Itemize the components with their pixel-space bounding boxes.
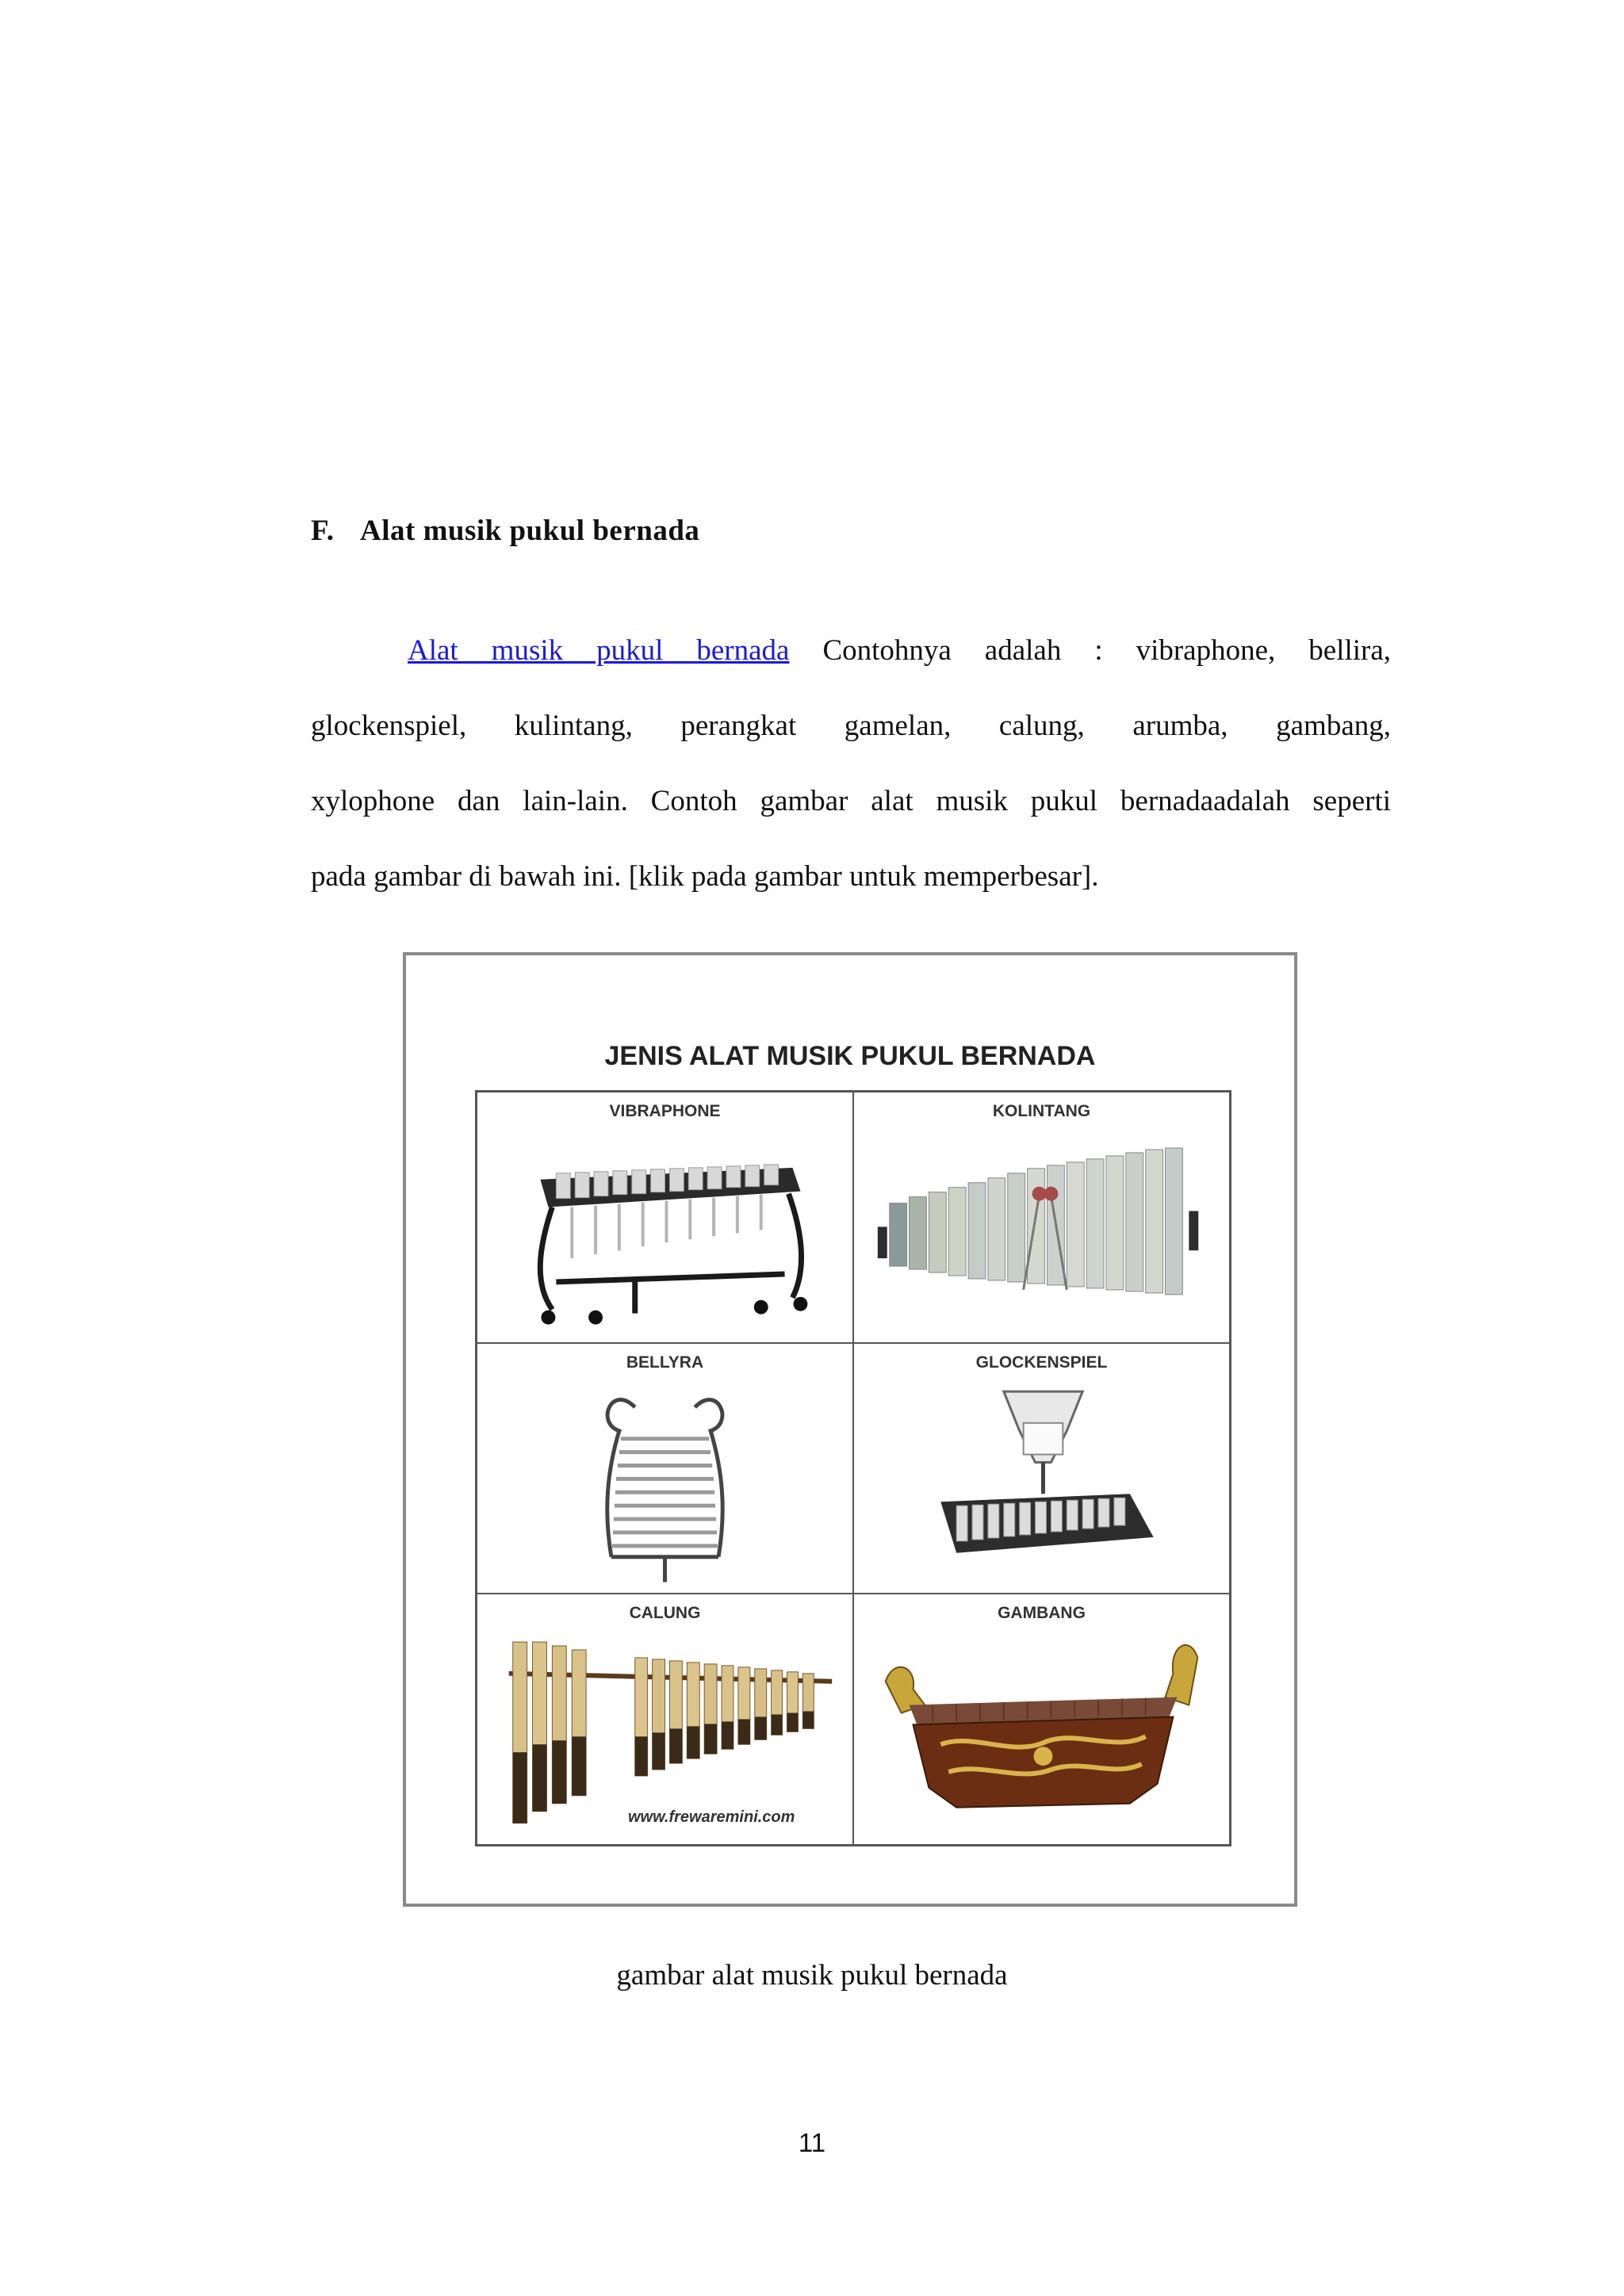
cell-label: GAMBANG [998,1604,1086,1623]
watermark-text: www.frewaremini.com [628,1808,795,1826]
paragraph-line-1-rest: Contohnya adalah : vibraphone, bellira, [822,634,1391,667]
cell-calung [477,1594,853,1845]
bellyra-icon [477,1376,852,1594]
cell-gambang [853,1594,1230,1845]
cell-label: GLOCKENSPIEL [975,1353,1108,1372]
paragraph-line-1 [311,613,1391,688]
section-title: Alat musik pukul bernada [360,515,700,547]
kolintang-icon [854,1124,1229,1342]
body-paragraph [311,613,1391,914]
instrument-grid [475,1090,1231,1846]
cell-label: KOLINTANG [992,1102,1091,1120]
cell-label: VIBRAPHONE [609,1102,721,1120]
cell-label: CALUNG [629,1604,701,1623]
section-number: F. [311,515,335,547]
cell-glockenspiel [853,1343,1230,1594]
glockenspiel-icon [854,1376,1229,1594]
alat-musik-link[interactable]: Alat musik pukul bernada [408,634,790,667]
cell-vibraphone [477,1092,853,1343]
gambang-icon [854,1626,1229,1844]
paragraph-line-3: xylophone dan lain-lain. Contoh gambar alat musik pukul bernadaadalah seperti [311,785,1391,817]
cell-bellyra [477,1343,853,1594]
cell-label: BELLYRA [626,1353,704,1372]
vibraphone-icon [477,1124,852,1342]
page-number: 11 [798,2128,826,2157]
instrument-figure[interactable] [403,952,1297,1907]
figure-caption: gambar alat musik pukul bernada [616,1959,1008,1992]
cell-kolintang [853,1092,1230,1343]
section-heading [311,514,699,548]
figure-title: JENIS ALAT MUSIK PUKUL BERNADA [604,1041,1096,1071]
paragraph-line-4: pada gambar di bawah ini. [klik pada gambar untuk memperbesar]. [311,860,1099,893]
paragraph-line-2: glockenspiel, kulintang, perangkat gamelan, calung, arumba, gambang, [311,710,1391,742]
